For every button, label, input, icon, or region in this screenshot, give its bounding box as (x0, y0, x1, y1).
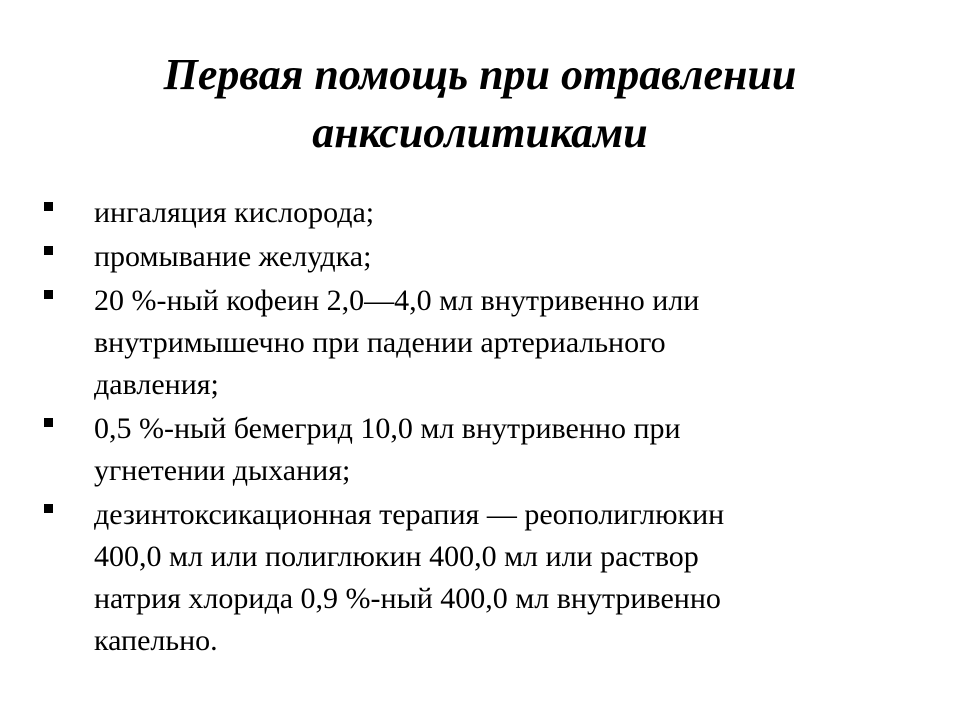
slide-title-line-1: Первая помощь при отравлении (163, 50, 797, 99)
square-bullet-icon (44, 504, 53, 513)
square-bullet-icon (44, 290, 53, 299)
list-item-text: давления; (94, 368, 219, 401)
list-item (40, 192, 920, 234)
slide-title (0, 46, 960, 162)
square-bullet-icon (44, 246, 53, 255)
list-item-text: угнетении дыхания; (94, 454, 351, 487)
list-item-text: дезинтоксикационная терапия — реополиглюкин (94, 498, 725, 531)
bullet-list (40, 192, 920, 664)
list-item-text: 400,0 мл или полиглюкин 400,0 мл или раствор (94, 540, 699, 573)
list-item (40, 236, 920, 278)
list-item-text: капельно. (94, 624, 218, 657)
list-item-text: ингаляция кислорода; (94, 196, 375, 229)
list-item-text: 0,5 %-ный бемегрид 10,0 мл внутривенно при (94, 412, 681, 445)
list-item-text: 20 %-ный кофеин 2,0—4,0 мл внутривенно или (94, 284, 700, 317)
list-item (40, 280, 920, 406)
square-bullet-icon (44, 418, 53, 427)
list-item (40, 494, 920, 662)
list-item (40, 408, 920, 492)
list-item-text: натрия хлорида 0,9 %-ный 400,0 мл внутривенно (94, 582, 721, 615)
list-item-text: промывание желудка; (94, 240, 372, 273)
slide-title-line-2: анксиолитиками (312, 108, 648, 157)
square-bullet-icon (44, 202, 53, 211)
list-item-text: внутримышечно при падении артериального (94, 326, 666, 359)
